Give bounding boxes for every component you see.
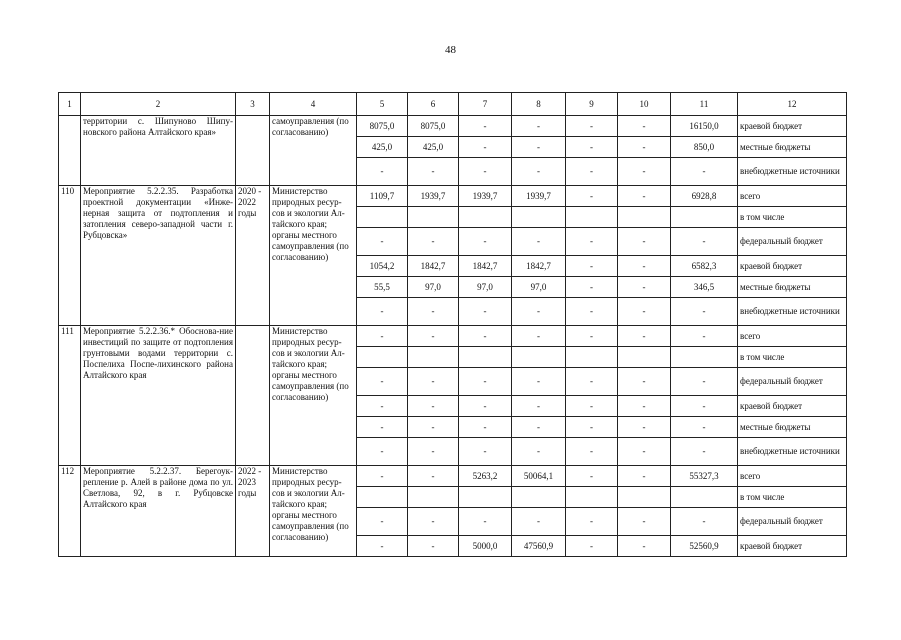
value-cell: - [618,438,671,466]
value-cell: - [618,186,671,207]
value-cell [618,487,671,508]
value-cell: - [512,396,566,417]
value-cell: - [671,368,738,396]
value-cell: - [618,298,671,326]
value-cell: 8075,0 [408,116,459,137]
value-cell: - [512,298,566,326]
value-cell: - [357,466,408,487]
funding-source: всего [738,466,847,487]
value-cell: - [512,137,566,158]
value-cell: - [566,326,618,347]
value-cell: - [566,536,618,557]
value-cell: 425,0 [357,137,408,158]
value-cell: 425,0 [408,137,459,158]
funding-source: внебюджетные источники [738,158,847,186]
value-cell: 47560,9 [512,536,566,557]
value-cell: - [459,417,512,438]
funding-source: внебюджетные источники [738,438,847,466]
value-cell [618,347,671,368]
value-cell: - [566,228,618,256]
value-cell: - [618,256,671,277]
value-cell: - [512,326,566,347]
value-cell: 52560,9 [671,536,738,557]
value-cell: - [566,186,618,207]
funding-source: всего [738,186,847,207]
funding-source: в том числе [738,347,847,368]
executor: Министерство природных ресур-сов и экологии Ал-тайского края; органы местного самоуправления (по согласованию) [270,326,357,466]
row-number: 112 [59,466,81,557]
value-cell: 850,0 [671,137,738,158]
value-cell: - [566,417,618,438]
period: 2020 - 2022 годы [236,186,270,326]
value-cell: - [566,508,618,536]
value-cell: - [357,536,408,557]
value-cell: - [357,228,408,256]
value-cell: - [618,326,671,347]
value-cell [566,347,618,368]
value-cell: - [459,326,512,347]
measure-name: Мероприятие 5.2.2.36.* Обоснова-ние инвестиций по защите от подтопления грунтовыми водами территории с. Поспелиха Поспе-лихинского района Алтайского края [81,326,236,466]
value-cell: - [512,438,566,466]
period [236,326,270,466]
value-cell: - [512,158,566,186]
value-cell: - [357,417,408,438]
funding-source: краевой бюджет [738,536,847,557]
column-header: 8 [512,93,566,116]
value-cell: 5000,0 [459,536,512,557]
value-cell: - [671,228,738,256]
value-cell: - [408,508,459,536]
value-cell: - [671,438,738,466]
value-cell: 346,5 [671,277,738,298]
period [236,116,270,186]
value-cell: - [512,417,566,438]
funding-source: местные бюджеты [738,277,847,298]
column-header: 5 [357,93,408,116]
value-cell [408,207,459,228]
value-cell: 8075,0 [357,116,408,137]
value-cell: - [566,256,618,277]
value-cell: - [408,438,459,466]
value-cell: - [459,438,512,466]
value-cell [671,207,738,228]
value-cell [408,487,459,508]
value-cell: - [408,158,459,186]
value-cell: 97,0 [459,277,512,298]
value-cell: - [408,417,459,438]
value-cell: - [618,417,671,438]
value-cell [408,347,459,368]
column-header: 2 [81,93,236,116]
value-cell: - [512,228,566,256]
row-number [59,116,81,186]
value-cell: - [618,158,671,186]
value-cell: - [512,116,566,137]
value-cell: - [408,326,459,347]
table-header-row [59,93,847,116]
value-cell: - [459,158,512,186]
value-cell: 1054,2 [357,256,408,277]
value-cell [512,207,566,228]
value-cell: - [566,298,618,326]
row-number: 110 [59,186,81,326]
value-cell: 1842,7 [459,256,512,277]
value-cell: - [357,326,408,347]
value-cell: - [618,508,671,536]
value-cell [671,487,738,508]
value-cell: 97,0 [512,277,566,298]
value-cell: - [408,466,459,487]
value-cell [671,347,738,368]
value-cell [357,347,408,368]
value-cell: - [566,438,618,466]
value-cell: - [618,277,671,298]
value-cell: 1939,7 [459,186,512,207]
value-cell: - [671,158,738,186]
value-cell: - [357,158,408,186]
row-number: 111 [59,326,81,466]
measure-name: территории с. Шипуново Шипу-новского района Алтайского края» [81,116,236,186]
value-cell: - [408,536,459,557]
funding-source: краевой бюджет [738,396,847,417]
executor: Министерство природных ресур-сов и экологии Ал-тайского края; органы местного самоуправления (по согласованию) [270,466,357,557]
value-cell: - [357,368,408,396]
value-cell: - [671,396,738,417]
funding-source: краевой бюджет [738,116,847,137]
value-cell [512,347,566,368]
value-cell: - [566,396,618,417]
value-cell: 5263,2 [459,466,512,487]
value-cell: 55327,3 [671,466,738,487]
funding-source: местные бюджеты [738,137,847,158]
table-row [59,116,847,137]
column-header: 3 [236,93,270,116]
value-cell: - [408,368,459,396]
executor: самоуправления (по согласованию) [270,116,357,186]
executor: Министерство природных ресур-сов и экологии Ал-тайского края; органы местного самоуправления (по согласованию) [270,186,357,326]
value-cell: - [408,298,459,326]
value-cell: - [512,508,566,536]
value-cell: - [566,277,618,298]
column-header: 10 [618,93,671,116]
value-cell: 1939,7 [408,186,459,207]
column-header: 7 [459,93,512,116]
funding-source: внебюджетные источники [738,298,847,326]
value-cell: 1109,7 [357,186,408,207]
funding-source: федеральный бюджет [738,368,847,396]
value-cell: - [459,137,512,158]
value-cell: 1842,7 [408,256,459,277]
value-cell: - [357,438,408,466]
column-header: 11 [671,93,738,116]
value-cell: - [459,228,512,256]
value-cell: - [618,396,671,417]
value-cell: 6582,3 [671,256,738,277]
value-cell: - [459,298,512,326]
value-cell: - [459,396,512,417]
value-cell: - [566,158,618,186]
value-cell: 16150,0 [671,116,738,137]
value-cell: - [459,508,512,536]
funding-source: федеральный бюджет [738,228,847,256]
value-cell [357,487,408,508]
funding-source: в том числе [738,487,847,508]
value-cell: 97,0 [408,277,459,298]
value-cell: - [671,326,738,347]
value-cell [566,207,618,228]
value-cell [566,487,618,508]
value-cell [618,207,671,228]
value-cell: - [566,368,618,396]
value-cell [357,207,408,228]
value-cell: - [618,116,671,137]
column-header: 9 [566,93,618,116]
value-cell: - [671,417,738,438]
value-cell: - [566,116,618,137]
table-row [59,326,847,347]
funding-source: краевой бюджет [738,256,847,277]
value-cell: - [566,466,618,487]
value-cell: - [357,508,408,536]
value-cell: - [566,137,618,158]
value-cell: 55,5 [357,277,408,298]
value-cell: 1842,7 [512,256,566,277]
value-cell: - [618,466,671,487]
value-cell: - [408,228,459,256]
budget-table [58,92,847,557]
value-cell: - [459,116,512,137]
value-cell: - [618,368,671,396]
funding-source: в том числе [738,207,847,228]
measure-name: Мероприятие 5.2.2.37. Берегоук-репление р. Алей в районе дома по ул. Светлова, 92, в г. Рубцовске Алтайского края [81,466,236,557]
column-header: 6 [408,93,459,116]
table-row [59,186,847,207]
value-cell: - [512,368,566,396]
value-cell: - [618,536,671,557]
value-cell: 1939,7 [512,186,566,207]
value-cell [512,487,566,508]
column-header: 12 [738,93,847,116]
table-row [59,466,847,487]
value-cell [459,487,512,508]
column-header: 1 [59,93,81,116]
page-number: 48 [445,44,456,56]
period: 2022 - 2023 годы [236,466,270,557]
value-cell: - [618,137,671,158]
value-cell: - [671,508,738,536]
value-cell [459,347,512,368]
value-cell: 6928,8 [671,186,738,207]
value-cell: - [459,368,512,396]
value-cell: - [357,396,408,417]
funding-source: местные бюджеты [738,417,847,438]
column-header: 4 [270,93,357,116]
value-cell: - [408,396,459,417]
value-cell [459,207,512,228]
measure-name: Мероприятие 5.2.2.35. Разработка проектной документации «Инже-нерная защита от подтопления и затопления северо-западной части г. Рубцовска» [81,186,236,326]
value-cell: - [357,298,408,326]
funding-source: всего [738,326,847,347]
funding-source: федеральный бюджет [738,508,847,536]
value-cell: - [618,228,671,256]
value-cell: - [671,298,738,326]
value-cell: 50064,1 [512,466,566,487]
